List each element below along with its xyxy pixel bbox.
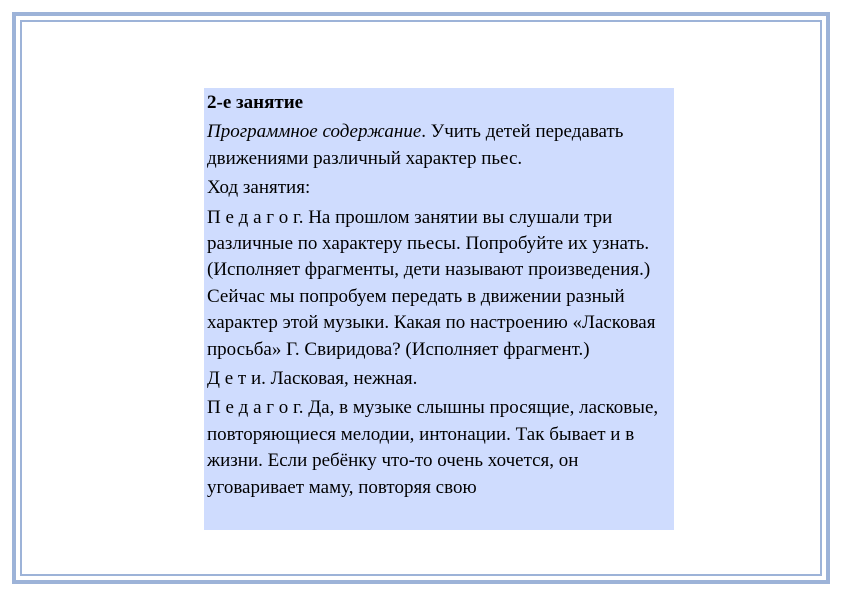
dialogue-paragraph-2 <box>207 366 674 392</box>
dialogue-text: . Ласковая, нежная. <box>261 368 418 390</box>
course-heading: Ход занятия: <box>207 177 311 199</box>
lesson-title: 2-е занятие <box>207 92 304 113</box>
speaker-name: П е д а г о г <box>207 397 299 419</box>
speaker-name: П е д а г о г <box>207 206 299 228</box>
dialogue-text: . На прошлом занятии вы слушали три различные по характеру пьесы. Попробуйте их узнать. (Исполняет фрагменты, дети называют произведения.) Сейчас мы попробуем передать в движении разный характер этой музыки. Какая по настроению «Ласковая просьба» Г. Свиридова? (Исполняет фрагмент.) <box>207 206 656 360</box>
lesson-text-box <box>204 88 674 530</box>
program-content <box>207 119 674 172</box>
program-text: . Учить детей передавать движениями различный характер пьес. <box>207 121 624 169</box>
speaker-name: Д е т и <box>207 368 262 390</box>
program-label: Программное содержание <box>207 121 422 143</box>
dialogue-paragraph-1 <box>207 205 674 363</box>
dialogue-paragraph-3 <box>207 395 674 501</box>
dialogue-text: . Да, в музыке слышны просящие, ласковые, повторяющиеся мелодии, интонации. Так бывает и в жизни. Если ребёнку что-то очень хочется, он уговаривает маму, повторяя свою <box>207 397 659 498</box>
